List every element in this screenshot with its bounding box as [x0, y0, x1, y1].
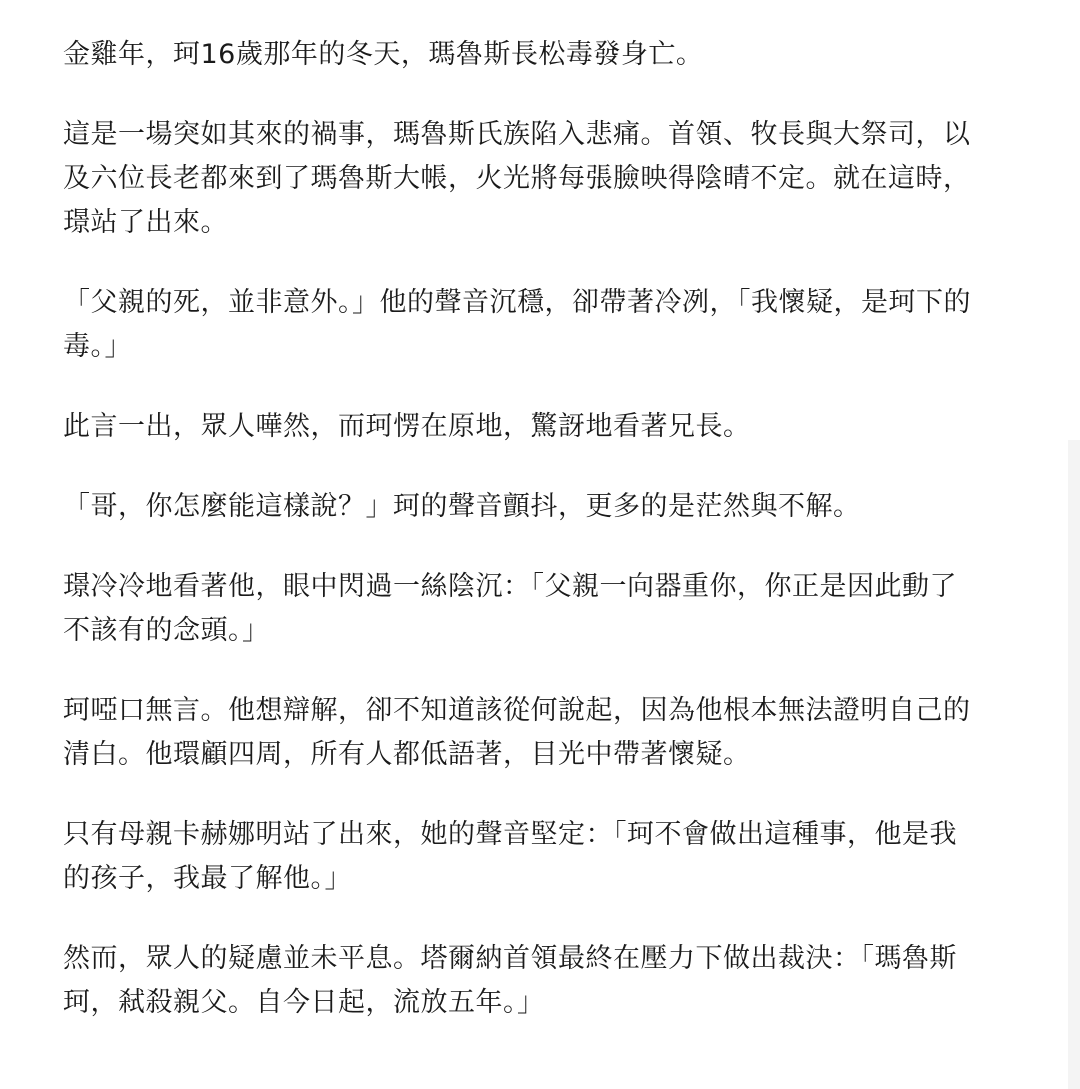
text-line: 「父親的死，並非意外。」他的聲音沉穩，卻帶著冷冽，「我懷疑，是珂下的	[63, 287, 971, 318]
text-line: 只有母親卡赫娜明站了出來，她的聲音堅定：「珂不會做出這種事，他是我	[63, 819, 957, 850]
paragraph-5	[63, 485, 1023, 529]
text-line: 清白。他環顧四周，所有人都低語著，目光中帶著懷疑。	[63, 739, 751, 770]
text-line: 這是一場突如其來的禍事，瑪魯斯氏族陷入悲痛。首領、牧長與大祭司，以	[63, 119, 971, 150]
paragraph-4	[63, 405, 1023, 449]
paragraph-3	[63, 281, 1023, 369]
text-line: 的孩子，我最了解他。」	[63, 863, 352, 894]
text-line: 珂啞口無言。他想辯解，卻不知道該從何說起，因為他根本無法證明自己的	[63, 695, 971, 726]
text-line: 不該有的念頭。」	[63, 615, 270, 646]
paragraph-1	[63, 33, 1023, 77]
text-line: 然而，眾人的疑慮並未平息。塔爾納首領最終在壓力下做出裁決：「瑪魯斯	[63, 943, 957, 974]
text-line: 璟冷冷地看著他，眼中閃過一絲陰沉：「父親一向器重你，你正是因此動了	[63, 571, 957, 602]
paragraph-7	[63, 689, 1023, 777]
scrollbar-track[interactable]	[1068, 440, 1080, 1089]
text-line: 「哥，你怎麼能這樣說？」珂的聲音顫抖，更多的是茫然與不解。	[63, 491, 861, 522]
text-line: 珂，弒殺親父。自今日起，流放五年。」	[63, 987, 545, 1018]
text-line: 此言一出，眾人嘩然，而珂愣在原地，驚訝地看著兄長。	[63, 411, 751, 442]
paragraph-2	[63, 113, 1023, 245]
text-line: 金雞年，珂16歲那年的冬天，瑪魯斯長松毒發身亡。	[63, 39, 704, 70]
paragraph-9	[63, 937, 1023, 1025]
text-line: 璟站了出來。	[63, 207, 228, 238]
paragraph-8	[63, 813, 1023, 901]
text-line: 及六位長老都來到了瑪魯斯大帳，火光將每張臉映得陰晴不定。就在這時，	[63, 163, 971, 194]
text-line: 毒。」	[63, 331, 132, 362]
paragraph-6	[63, 565, 1023, 653]
article-body	[63, 33, 1023, 1061]
